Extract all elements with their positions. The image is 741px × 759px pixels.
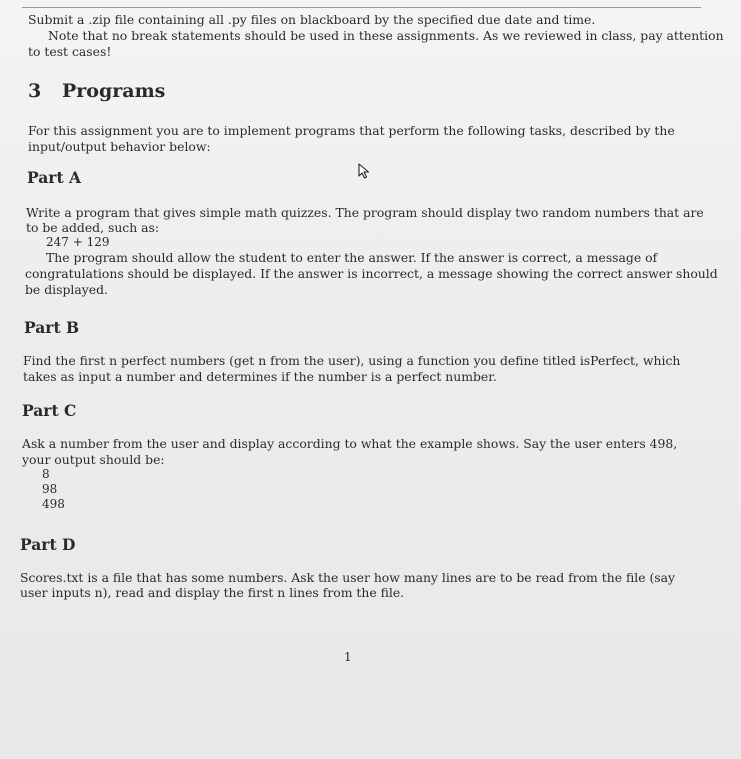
part-c-output-3: 498 xyxy=(42,497,65,511)
part-c-line-1: Ask a number from the user and display according to what the example shows. Say the user enters 498, xyxy=(22,436,678,451)
part-a-example: 247 + 129 xyxy=(46,235,110,249)
part-b-line-2: takes as input a number and determines if the number is a perfect number. xyxy=(23,369,497,384)
part-a-heading: Part A xyxy=(27,168,82,187)
top-divider xyxy=(22,7,701,8)
part-a-line-3: The program should allow the student to enter the answer. If the answer is correct, a message of xyxy=(46,250,658,265)
part-a-line-5: be displayed. xyxy=(25,282,108,297)
section-description-line-2: input/output behavior below: xyxy=(28,139,211,154)
part-a-line-1: Write a program that gives simple math quizzes. The program should display two random numbers that are xyxy=(26,205,704,220)
section-number: 3 xyxy=(28,80,42,102)
intro-line-2: Note that no break statements should be used in these assignments. As we reviewed in class, pay attention xyxy=(48,28,724,43)
part-d-heading: Part D xyxy=(20,535,76,554)
part-c-line-2: your output should be: xyxy=(22,452,165,467)
mouse-pointer-icon xyxy=(357,163,373,183)
part-c-output-2: 98 xyxy=(42,482,58,496)
page-number: 1 xyxy=(344,650,352,664)
part-c-heading: Part C xyxy=(22,401,77,420)
part-b-heading: Part B xyxy=(24,318,80,337)
section-description-line-1: For this assignment you are to implement programs that perform the following tasks, described by the xyxy=(28,123,675,138)
intro-line-3: to test cases! xyxy=(28,44,112,59)
part-d-line-2: user inputs n), read and display the first n lines from the file. xyxy=(20,585,405,600)
part-b-line-1: Find the first n perfect numbers (get n from the user), using a function you define titled isPerfect, which xyxy=(23,353,681,368)
intro-line-1: Submit a .zip file containing all .py files on blackboard by the specified due date and time. xyxy=(28,12,596,27)
section-title: Programs xyxy=(62,80,166,102)
part-a-line-2: to be added, such as: xyxy=(26,220,160,235)
part-d-line-1: Scores.txt is a file that has some numbers. Ask the user how many lines are to be read from the file (say xyxy=(20,570,676,585)
part-a-line-4: congratulations should be displayed. If the answer is incorrect, a message showing the correct answer should xyxy=(25,266,718,281)
part-c-output-1: 8 xyxy=(42,467,50,481)
